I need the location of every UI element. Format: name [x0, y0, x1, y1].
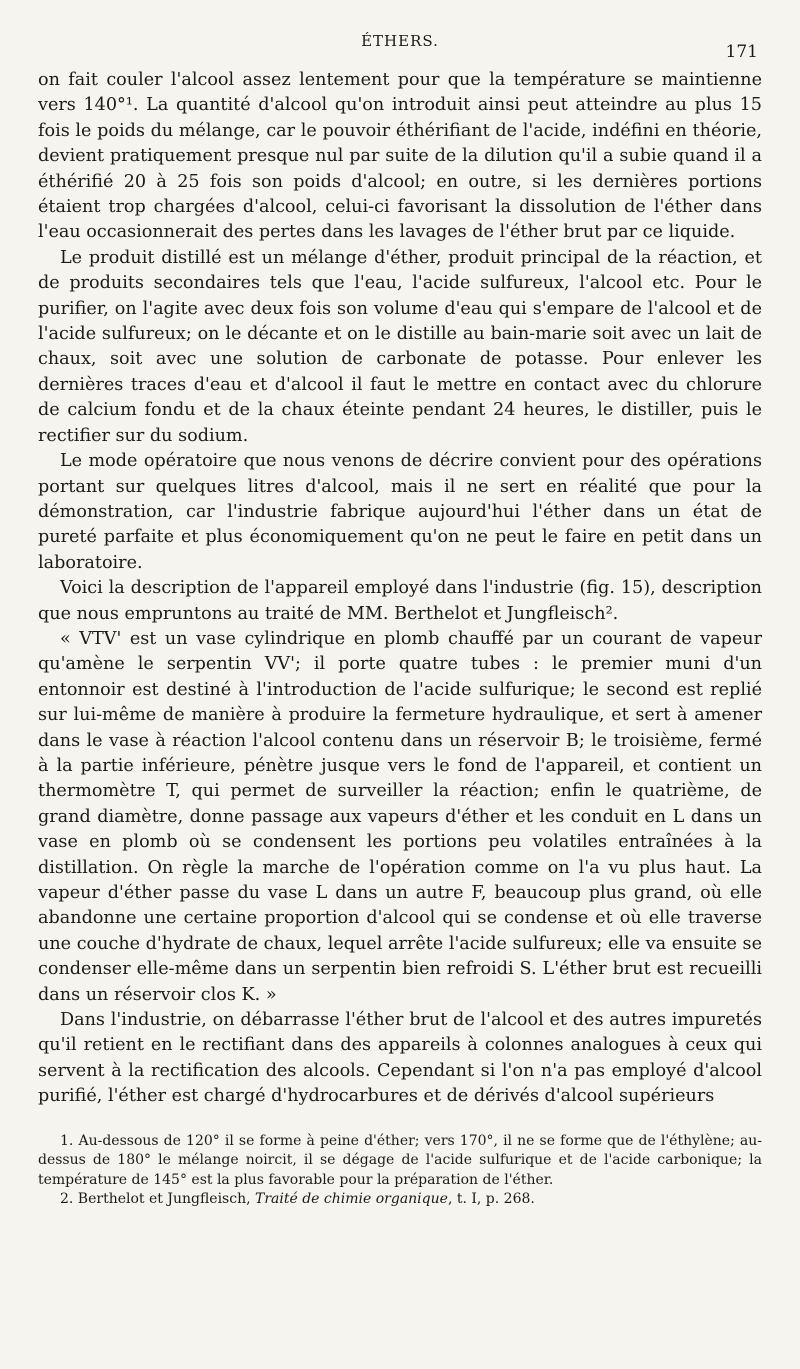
- paragraph-2: Le produit distillé est un mélange d'éther, produit principal de la réaction, et de produits secondaires tels que l'eau, l'acide sulfureux, l'alcool etc. Pour le purifier, on l'agite avec deux fois son volume d'eau qui s'empare de l'alcool et de l'acide sulfureux; on le décante et on le distille au bain-marie soit avec un lait de chaux, soit avec une solution de carbonate de potasse. Pour enlever les dernières traces d'eau et d'alcool il faut le mettre en contact avec du chlorure de calcium fondu et de la chaux éteinte pendant 24 heures, le distiller, puis le rectifier sur du sodium.: [38, 247, 762, 446]
- paragraph-5: « VTV' est un vase cylindrique en plomb chauffé par un courant de vapeur qu'amène le serpentin VV'; il porte quatre tubes : le premier muni d'un entonnoir est destiné à l'introduction de l'acide sulfurique; le second est replié sur lui-même de manière à produire la fermeture hydraulique, et sert à amener dans le vase à réaction l'alcool contenu dans un réservoir B; le troisième, fermé à la partie inférieure, pénètre jusque vers le fond de l'appareil, et contient un thermomètre T, qui permet de surveiller la réaction; enfin le quatrième, de grand diamètre, donne passage aux vapeurs d'éther et les conduit en L dans un vase en plomb où se condensent les portions peu volatiles entraînées à la distillation. On règle la marche de l'opération comme on l'a vu plus haut. La vapeur d'éther passe du vase L dans un autre F, beaucoup plus grand, où elle abandonne une certaine proportion d'alcool qui se condense et où elle traverse une couche d'hydrate de chaux, lequel arrête l'acide sulfureux; elle va ensuite se condenser elle-même dans un serpentin bien refroidi S. L'éther brut est recueilli dans un réservoir clos K. »: [38, 628, 762, 1005]
- footnote-1: 1. Au-dessous de 120° il se forme à peine d'éther; vers 170°, il ne se forme que de l'éthylène; au-dessus de 180° le mélange noircit, il se dégage de l'acide sulfurique et de l'acide carbonique; la température de 145° est la plus favorable pour la préparation de l'éther.: [38, 1132, 762, 1188]
- footnote-2-authors: 2. Berthelot et Jungfleisch,: [60, 1191, 255, 1208]
- body-text: [38, 68, 762, 1110]
- page-header: [38, 28, 762, 68]
- paragraph-6: Dans l'industrie, on débarrasse l'éther brut de l'alcool et des autres impuretés qu'il retient en le rectifiant dans des appareils à colonnes analogues à ceux qui servent à la rectification des alcools. Cependant si l'on n'a pas employé d'alcool purifié, l'éther est chargé d'hydrocarbures et de dérivés d'alcool supérieurs: [38, 1010, 762, 1107]
- paragraph-3: Le mode opératoire que nous venons de décrire convient pour des opérations portant sur quelques litres d'alcool, mais il ne sert en réalité que pour la démonstration, car l'industrie fabrique aujourd'hui l'éther dans un état de pureté parfaite et plus économiquement qu'on ne peut le faire en petit dans un laboratoire.: [38, 451, 762, 573]
- running-head: ÉTHERS.: [361, 32, 439, 50]
- paragraph-4: Voici la description de l'appareil employé dans l'industrie (fig. 15), description que nous empruntons au traité de MM. Berthelot et Jungfleisch².: [38, 578, 762, 624]
- paragraph-1: on fait couler l'alcool assez lentement pour que la température se maintienne vers 140°¹. La quantité d'alcool qu'on introduit ainsi peut atteindre au plus 15 fois le poids du mélange, car le pouvoir éthérifiant de l'acide, indéfini en théorie, devient pratiquement presque nul par suite de la dilution qu'il a subie quand il a éthérifié 20 à 25 fois son poids d'alcool; en outre, si les dernières portions étaient trop chargées d'alcool, celui-ci favorisant la dissolution de l'éther dans l'eau occasionnerait des pertes dans les lavages de l'éther brut par ce liquide.: [38, 70, 762, 243]
- footnotes: [38, 1132, 762, 1210]
- footnote-2-reference: , t. I, p. 268.: [447, 1191, 535, 1208]
- page-number: 171: [725, 42, 758, 62]
- footnote-2-title: Traité de chimie organique: [255, 1191, 448, 1208]
- footnote-2: [38, 1190, 762, 1210]
